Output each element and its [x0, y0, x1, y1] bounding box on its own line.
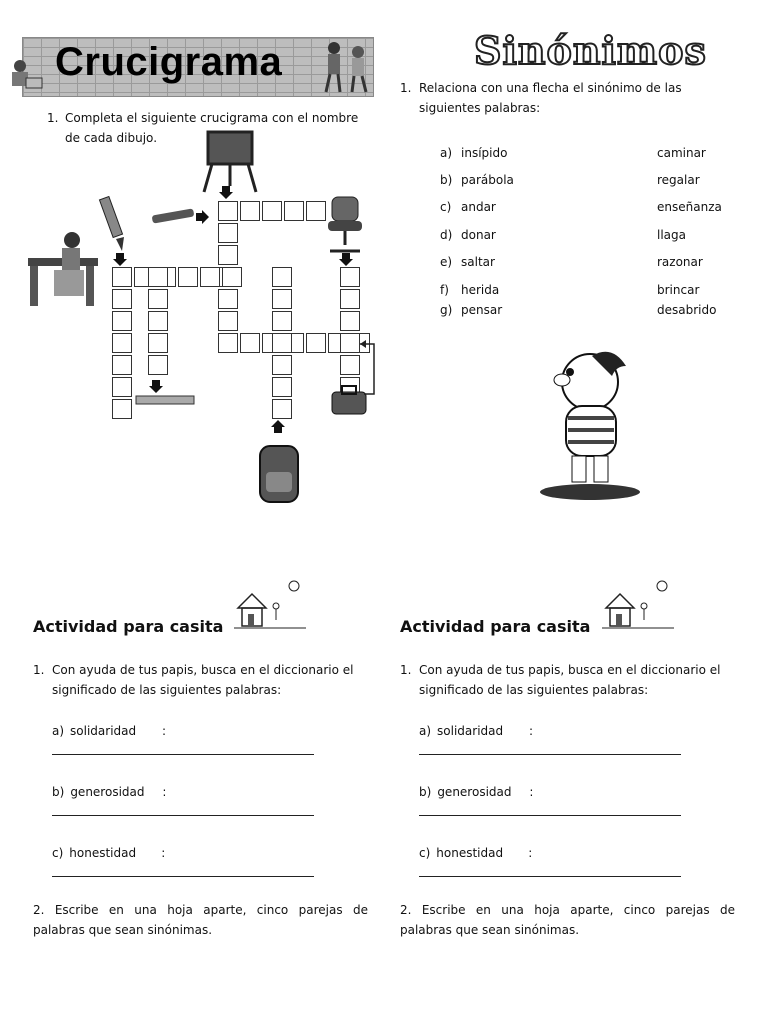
ruler-icon	[134, 393, 196, 407]
crossword-cell[interactable]	[218, 333, 238, 353]
sinonimos-instruction-number: 1.	[400, 81, 412, 95]
crucigrama-title: Crucigrama	[55, 40, 283, 84]
synonym-match: caminar	[657, 146, 706, 160]
crossword-cell[interactable]	[306, 333, 326, 353]
arrow-icon	[113, 253, 127, 267]
synonym-match: enseñanza	[657, 200, 722, 214]
arrow-icon	[149, 380, 163, 394]
homework-item-letter: a)	[419, 724, 432, 738]
homework-q1-num-right: 1.	[400, 663, 412, 677]
crossword-cell[interactable]	[240, 333, 260, 353]
arrow-icon	[271, 420, 285, 434]
synonym-word: insípido	[461, 146, 508, 160]
synonym-letter: d)	[440, 228, 453, 242]
crossword-cell[interactable]	[200, 267, 220, 287]
homework-q1-left: Con ayuda de tus papis, busca en el diccionario el significado de las siguientes palabras:	[52, 663, 354, 697]
homework-item-colon: :	[162, 724, 167, 738]
crossword-cell[interactable]	[272, 333, 292, 353]
homework-item-letter: c)	[419, 846, 431, 860]
crossword-cell[interactable]	[112, 267, 132, 287]
crossword-cell[interactable]	[148, 267, 168, 287]
homework-item-word: honestidad	[436, 846, 504, 860]
homework-item-colon: :	[528, 846, 533, 860]
answer-line[interactable]	[52, 754, 314, 755]
crossword-cell[interactable]	[272, 311, 292, 331]
crossword-cell[interactable]	[272, 399, 292, 419]
crossword-cell[interactable]	[112, 311, 132, 331]
synonym-letter: g)	[440, 303, 453, 317]
crucigrama-instruction-number: 1.	[47, 111, 59, 125]
crossword-cell[interactable]	[148, 355, 168, 375]
crossword-cell[interactable]	[112, 377, 132, 397]
crossword-cell[interactable]	[112, 399, 132, 419]
connector-line	[358, 338, 378, 398]
synonym-letter: f)	[440, 283, 449, 297]
homework-title-right: Actividad para casita	[400, 617, 591, 636]
synonym-letter: a)	[440, 146, 453, 160]
synonym-letter: e)	[440, 255, 453, 269]
backpack-icon	[252, 436, 306, 510]
homework-q1-num-left: 1.	[33, 663, 45, 677]
homework-item-word: solidaridad	[70, 724, 137, 738]
crossword-cell[interactable]	[272, 355, 292, 375]
crossword-cell[interactable]	[340, 333, 360, 353]
crossword-cell[interactable]	[272, 267, 292, 287]
kids-playing-icon	[318, 40, 374, 96]
crossword-cell[interactable]	[112, 355, 132, 375]
crossword-cell[interactable]	[340, 355, 360, 375]
homework-item	[52, 721, 166, 741]
crossword-cell[interactable]	[272, 377, 292, 397]
crossword-cell[interactable]	[218, 223, 238, 243]
homework-q1-right: Con ayuda de tus papis, busca en el diccionario el significado de las siguientes palabras:	[419, 663, 721, 697]
homework-item-colon: :	[529, 785, 534, 799]
homework-item-letter: c)	[52, 846, 64, 860]
homework-item-letter: a)	[52, 724, 65, 738]
chalkboard-icon	[200, 128, 260, 194]
answer-line[interactable]	[419, 754, 681, 755]
boy-illustration-icon	[532, 342, 642, 502]
crossword-cell[interactable]	[178, 267, 198, 287]
synonym-match: razonar	[657, 255, 703, 269]
synonym-letter: b)	[440, 173, 453, 187]
crossword-cell[interactable]	[222, 267, 242, 287]
answer-line[interactable]	[52, 876, 314, 877]
homework-item-word: solidaridad	[437, 724, 504, 738]
crucigrama-instruction: Completa el siguiente crucigrama con el nombre de cada dibujo.	[65, 111, 359, 145]
crossword-cell[interactable]	[218, 201, 238, 221]
homework-q2-left: 2. Escribe en una hoja aparte, cinco parejas de palabras que sean sinónimas.	[33, 903, 368, 937]
homework-item-letter: b)	[52, 785, 65, 799]
crossword-cell[interactable]	[340, 267, 360, 287]
homework-item	[419, 843, 532, 863]
marker-icon	[148, 206, 202, 226]
homework-item-word: generosidad	[70, 785, 145, 799]
sinonimos-title: Sinónimos	[474, 28, 707, 73]
crossword-cell[interactable]	[112, 333, 132, 353]
crossword-cell[interactable]	[112, 289, 132, 309]
answer-line[interactable]	[419, 815, 681, 816]
office-chair-icon	[322, 195, 368, 259]
homework-item	[419, 782, 533, 802]
homework-title-left: Actividad para casita	[33, 617, 224, 636]
homework-q2-right: 2. Escribe en una hoja aparte, cinco parejas de palabras que sean sinónimas.	[400, 903, 735, 937]
synonym-match: llaga	[657, 228, 686, 242]
synonym-word: donar	[461, 228, 496, 242]
homework-item-colon: :	[162, 785, 167, 799]
crossword-cell[interactable]	[340, 289, 360, 309]
synonym-word: herida	[461, 283, 500, 297]
crossword-cell[interactable]	[218, 311, 238, 331]
synonym-word: parábola	[461, 173, 514, 187]
homework-item	[52, 782, 166, 802]
crossword-cell[interactable]	[240, 201, 260, 221]
crossword-cell[interactable]	[218, 245, 238, 265]
synonym-word: andar	[461, 200, 496, 214]
homework-item	[419, 721, 533, 741]
answer-line[interactable]	[419, 876, 681, 877]
homework-item-letter: b)	[419, 785, 432, 799]
synonym-match: regalar	[657, 173, 700, 187]
sinonimos-instruction: Relaciona con una flecha el sinónimo de las siguientes palabras:	[419, 81, 682, 115]
crossword-cell[interactable]	[148, 311, 168, 331]
crossword-cell[interactable]	[148, 289, 168, 309]
synonym-letter: c)	[440, 200, 452, 214]
student-desk-icon	[24, 228, 106, 308]
crossword-cell[interactable]	[218, 289, 238, 309]
crossword-cell[interactable]	[262, 201, 282, 221]
synonym-match: brincar	[657, 283, 700, 297]
kids-reading-icon	[6, 56, 46, 96]
homework-item	[52, 843, 165, 863]
answer-line[interactable]	[52, 815, 314, 816]
house-sun-icon	[232, 574, 308, 630]
homework-item-colon: :	[529, 724, 534, 738]
crossword-cell[interactable]	[284, 201, 304, 221]
homework-item-colon: :	[161, 846, 166, 860]
homework-item-word: honestidad	[69, 846, 137, 860]
synonym-match: desabrido	[657, 303, 717, 317]
crossword-cell[interactable]	[272, 289, 292, 309]
homework-item-word: generosidad	[437, 785, 512, 799]
crossword-cell[interactable]	[148, 333, 168, 353]
house-sun-icon	[600, 574, 676, 630]
crossword-cell[interactable]	[340, 311, 360, 331]
synonym-word: saltar	[461, 255, 495, 269]
synonym-word: pensar	[461, 303, 503, 317]
